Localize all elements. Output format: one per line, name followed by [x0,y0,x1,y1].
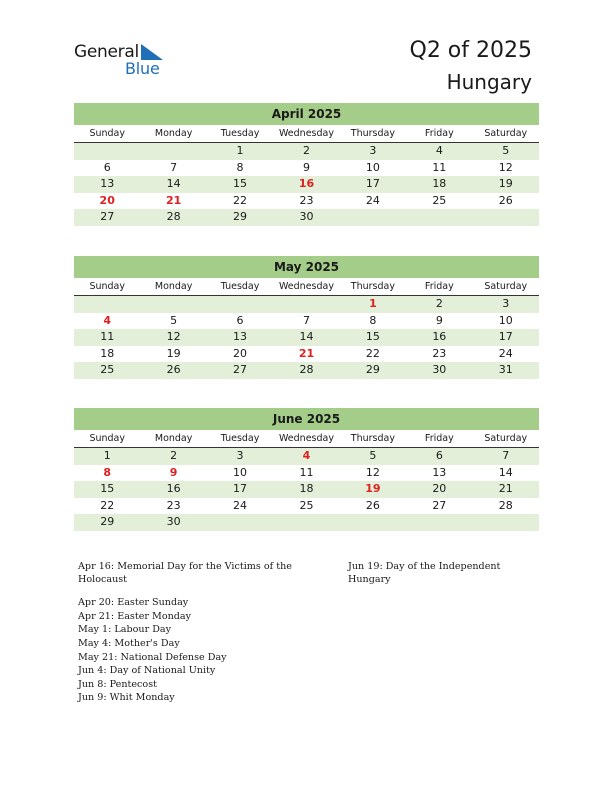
day-cell: 17 [233,482,248,495]
day-cell [406,514,472,531]
day-cell: 3 [502,297,510,310]
week-row [74,514,539,531]
day-cell: 3 [236,449,244,462]
day-cell [74,143,140,160]
day-cell: 1 [369,297,377,310]
weekday-label: Monday [154,433,193,444]
day-cell: 28 [299,363,314,376]
day-cell: 5 [170,313,178,327]
day-cell: 21 [298,346,315,360]
holiday-note: Jun 4: Day of National Unity [78,665,216,677]
week-row [74,176,539,193]
day-cell: 8 [369,313,377,327]
month-title: April 2025 [74,103,539,125]
day-cell: 2 [170,449,178,462]
day-cell: 27 [432,498,447,512]
day-cell: 26 [365,498,380,512]
day-cell: 23 [166,498,181,512]
week-row [74,193,539,210]
day-cell: 10 [365,160,380,174]
weekday-label: Monday [154,281,193,292]
weekday-label: Thursday [350,433,395,444]
day-cell: 22 [233,193,248,207]
day-cell: 28 [166,210,181,223]
day-cell: 28 [498,498,513,512]
day-cell: 1 [236,144,244,157]
day-cell: 24 [233,498,248,512]
day-cell: 30 [166,515,181,528]
day-cell: 7 [170,160,178,174]
day-cell: 13 [432,465,447,479]
weekday-label: Sunday [89,433,125,444]
day-cell [140,143,206,160]
day-cell: 8 [236,160,244,174]
day-cell: 11 [299,465,314,479]
weekday-label: Saturday [484,433,528,444]
day-cell: 14 [299,330,314,343]
day-cell: 11 [100,330,115,343]
day-cell: 23 [299,193,314,207]
day-cell: 22 [100,498,115,512]
week-row [74,296,539,313]
month-calendar [74,408,539,531]
day-cell: 25 [432,193,447,207]
holiday-list-right [348,561,508,587]
day-cell: 18 [432,177,447,190]
day-cell: 15 [233,177,248,190]
day-cell: 30 [299,210,314,223]
holiday-note: Jun 9: Whit Monday [78,692,175,704]
day-cell: 5 [502,144,510,157]
day-cell [140,296,206,313]
month-title: June 2025 [74,408,539,430]
day-cell: 20 [432,482,447,495]
day-cell: 10 [233,465,248,479]
weekday-label: Sunday [89,281,125,292]
month-calendar [74,256,539,379]
holiday-note: Jun 19: Day of the Independent Hungary [348,561,501,585]
day-cell: 6 [103,160,111,174]
day-cell: 2 [302,144,310,157]
logo-general-text: General [74,42,139,62]
holiday-note: Jun 8: Pentecost [78,678,157,690]
weekday-header [74,125,539,143]
week-row [74,160,539,177]
day-cell: 25 [100,363,115,376]
day-cell: 12 [166,330,181,343]
month-calendar [74,103,539,226]
day-cell: 2 [435,297,443,310]
day-cell: 9 [435,313,443,327]
day-cell: 18 [299,482,314,495]
day-cell [473,514,539,531]
day-cell [340,514,406,531]
day-cell: 13 [233,330,248,343]
weekday-label: Saturday [484,128,528,139]
day-cell [273,514,339,531]
day-cell [207,296,273,313]
day-cell: 15 [100,482,115,495]
day-cell: 29 [100,515,115,528]
holiday-note: May 21: National Defense Day [78,651,227,663]
day-cell: 21 [165,193,182,207]
week-row [74,465,539,482]
weekday-label: Friday [424,281,454,292]
weekday-header [74,430,539,448]
day-cell: 1 [103,449,111,462]
day-cell: 24 [498,346,513,360]
weekday-label: Saturday [484,281,528,292]
week-row [74,346,539,363]
day-cell: 19 [365,482,381,495]
day-cell [406,209,472,226]
day-cell: 24 [365,193,380,207]
day-cell: 11 [432,160,447,174]
day-cell: 27 [100,210,115,223]
day-cell: 4 [302,449,311,462]
day-cell: 20 [233,346,248,360]
week-row [74,209,539,226]
weekday-label: Tuesday [220,281,260,292]
logo-blue-text: Blue [125,59,160,78]
logo-triangle-icon [141,44,163,60]
logo [74,42,174,78]
day-cell [207,514,273,531]
week-row [74,481,539,498]
week-row [74,313,539,330]
day-cell [74,296,140,313]
weekday-label: Thursday [350,281,395,292]
weekday-label: Wednesday [278,128,334,139]
day-cell: 22 [365,346,380,360]
day-cell: 13 [100,177,115,190]
day-cell: 16 [166,482,181,495]
day-cell: 19 [498,177,513,190]
day-cell: 14 [166,177,181,190]
day-cell: 21 [498,482,513,495]
day-cell: 27 [233,363,248,376]
day-cell: 4 [103,313,112,327]
weekday-label: Friday [424,128,454,139]
day-cell: 16 [432,330,447,343]
weekday-label: Friday [424,433,454,444]
weekday-label: Sunday [89,128,125,139]
holiday-note: May 1: Labour Day [78,624,172,636]
holiday-note: Apr 16: Memorial Day for the Victims of the Holocaust [78,561,292,585]
day-cell: 26 [498,193,513,207]
day-cell: 17 [365,177,380,190]
weekday-label: Thursday [350,128,395,139]
day-cell [340,209,406,226]
day-cell: 6 [435,449,443,462]
day-cell: 19 [166,346,181,360]
country-name: Hungary [446,70,532,94]
day-cell: 5 [369,449,377,462]
day-cell: 9 [302,160,310,174]
day-cell: 7 [502,449,510,462]
weekday-label: Wednesday [278,433,334,444]
day-cell: 25 [299,498,314,512]
holiday-note: Apr 21: Easter Monday [78,610,192,622]
holiday-note: Apr 20: Easter Sunday [78,597,189,609]
weekday-label: Wednesday [278,281,334,292]
month-title: May 2025 [74,256,539,278]
day-cell: 18 [100,346,115,360]
day-cell: 12 [498,160,513,174]
day-cell: 14 [498,465,513,479]
day-cell: 9 [169,465,178,479]
day-cell: 20 [99,193,115,207]
holiday-list-left [78,561,343,706]
day-cell [273,296,339,313]
week-row [74,498,539,515]
week-row [74,329,539,346]
day-cell [473,209,539,226]
day-cell: 17 [498,330,513,343]
day-cell: 30 [432,363,447,376]
day-cell: 7 [302,313,310,327]
week-row [74,362,539,379]
day-cell: 16 [298,177,315,190]
day-cell: 4 [435,144,443,157]
day-cell: 29 [233,210,248,223]
weekday-label: Tuesday [220,128,260,139]
day-cell: 10 [498,313,513,327]
page-title: Q2 of 2025 [409,38,532,63]
day-cell: 29 [365,363,380,376]
weekday-label: Tuesday [220,433,260,444]
day-cell: 8 [103,465,112,479]
week-row [74,143,539,160]
day-cell: 23 [432,346,447,360]
day-cell: 3 [369,144,377,157]
weekday-header [74,278,539,296]
day-cell: 12 [365,465,380,479]
day-cell: 26 [166,363,181,376]
day-cell: 6 [236,313,244,327]
holiday-note: May 4: Mother's Day [78,637,180,649]
day-cell: 31 [498,363,513,376]
week-row [74,448,539,465]
day-cell: 15 [365,330,380,343]
weekday-label: Monday [154,128,193,139]
